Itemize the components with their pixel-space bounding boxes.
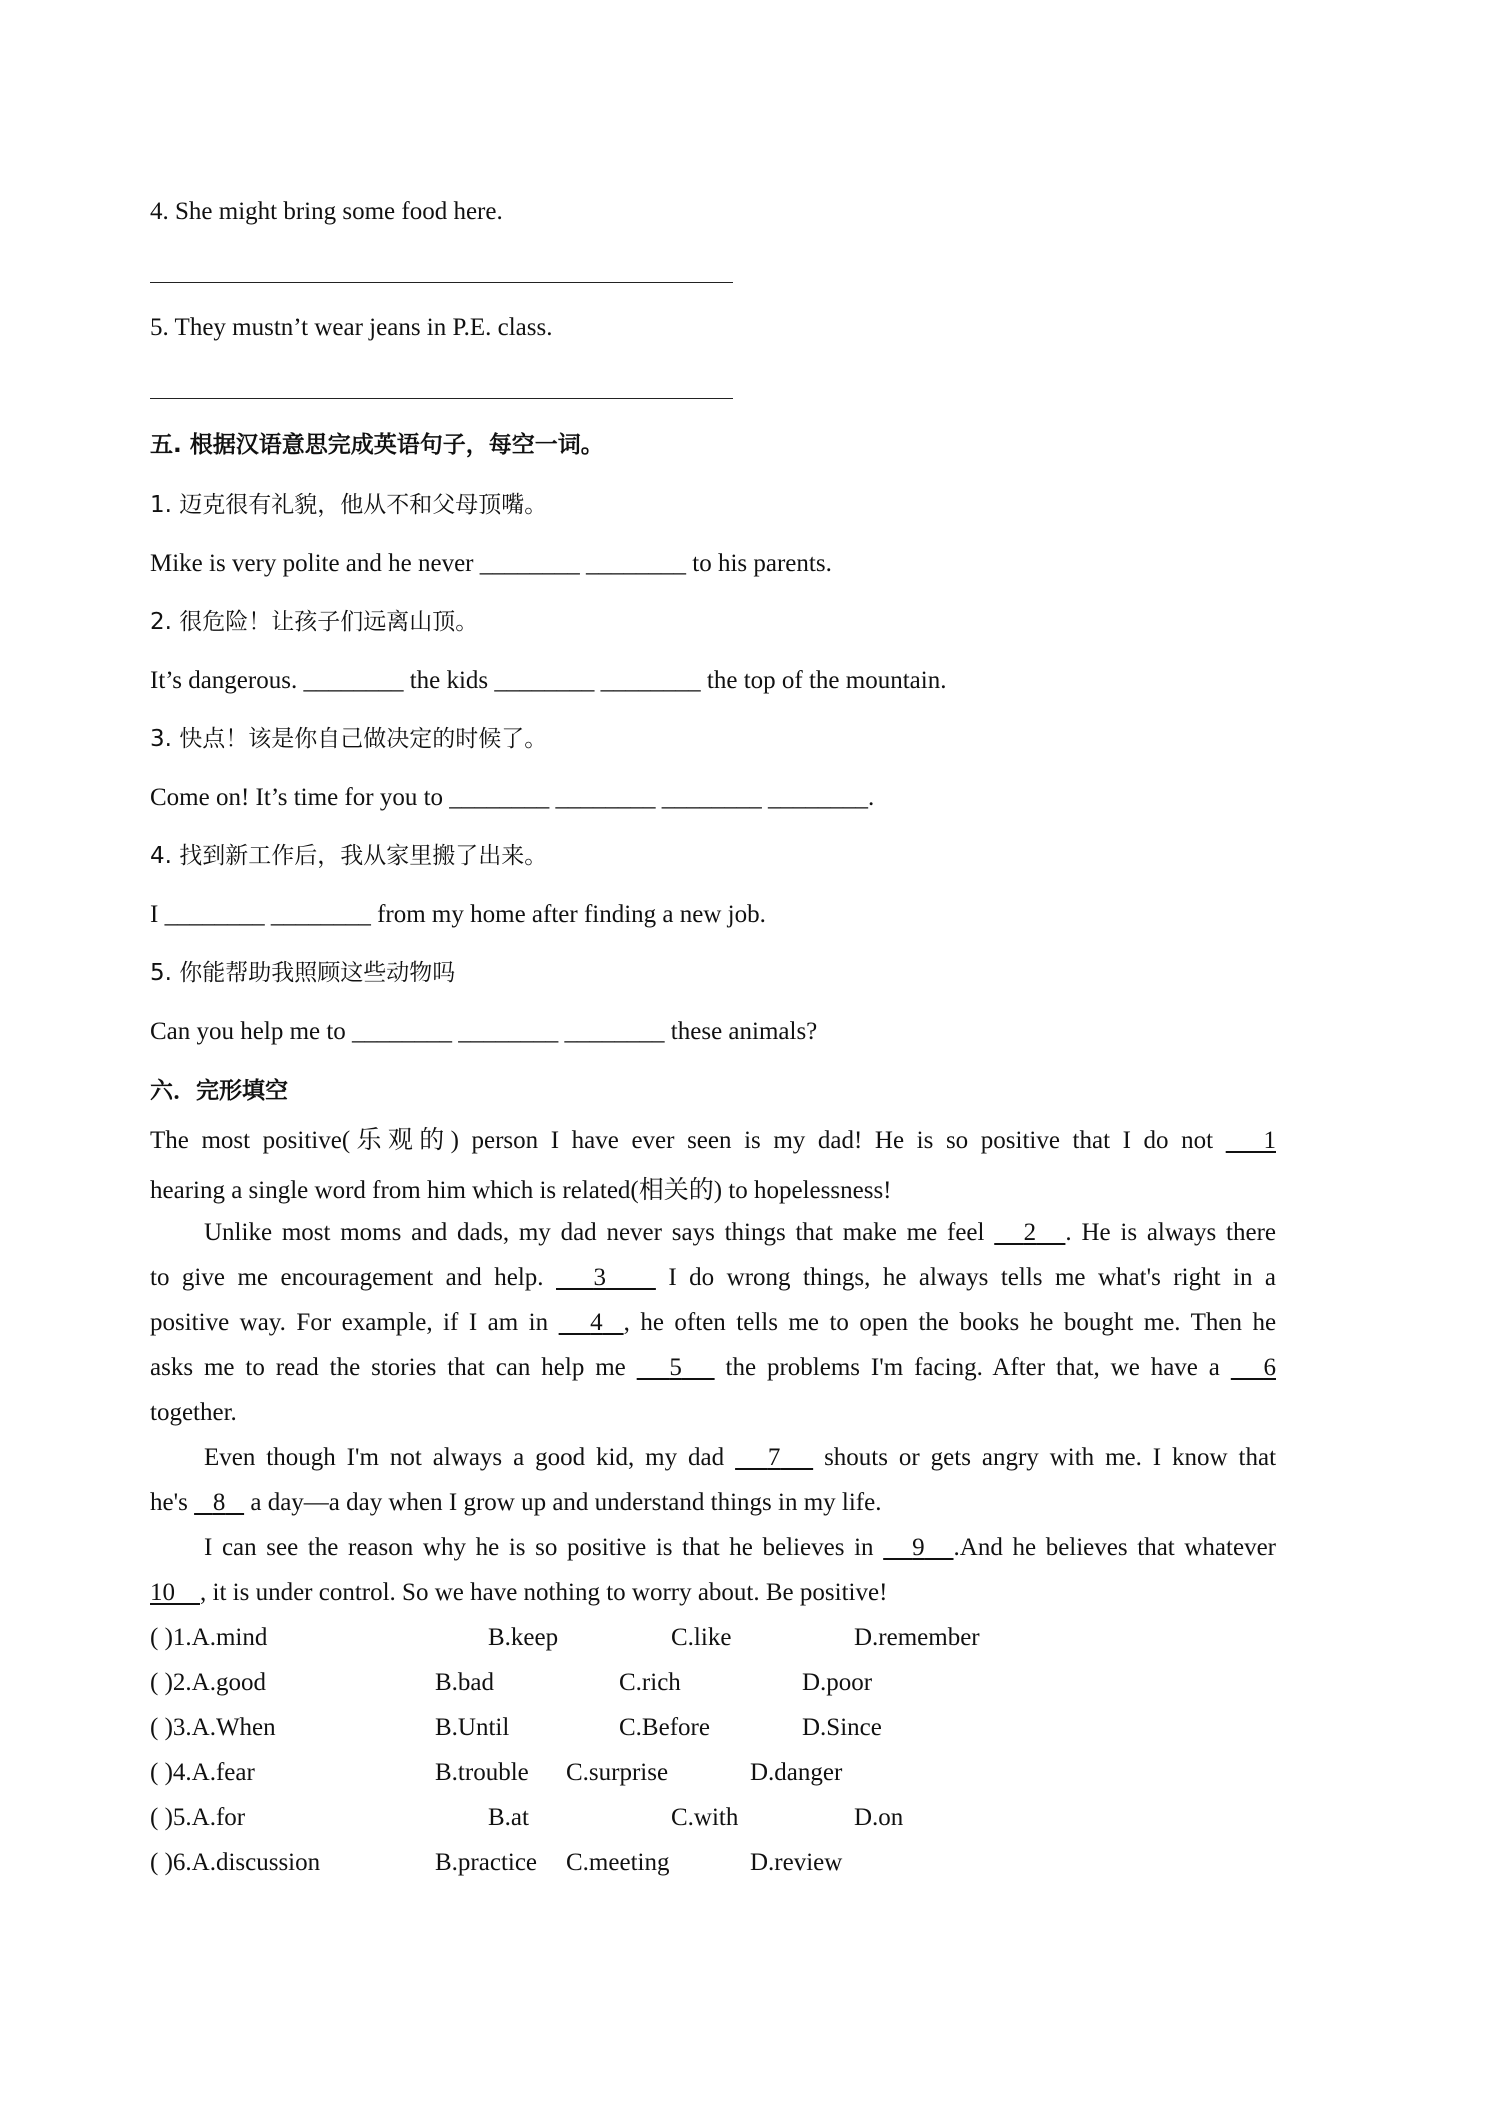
blank-9: 9 — [912, 1534, 925, 1561]
cloze-p2-line1: Unlike most moms and dads, my dad never says things that make me feel 2 . He is always there — [204, 1219, 1276, 1246]
s5-item-2-en: It’s dangerous. ________ the kids ________ ________ the top of the mountain. — [150, 667, 947, 694]
option-b[interactable]: B.Until — [435, 1714, 510, 1741]
answer-line-5[interactable] — [150, 398, 733, 399]
option-b[interactable]: B.trouble — [435, 1759, 529, 1786]
cloze-p2-line4: asks me to read the stories that can help me 5 the problems I'm facing. After that, we have a 6 — [150, 1354, 1277, 1381]
option-c[interactable]: C.surprise — [566, 1759, 669, 1786]
s4-item-4: 4. She might bring some food here. — [150, 198, 503, 225]
blank-6: 6 — [1263, 1354, 1277, 1381]
cloze-p3-line2: he's 8 a day—a day when I grow up and understand things in my life. — [150, 1489, 882, 1516]
option-c[interactable]: C.meeting — [566, 1849, 670, 1876]
blank-4: 4 — [590, 1309, 603, 1336]
option-b[interactable]: B.at — [488, 1804, 529, 1831]
cloze-p4-line1: I can see the reason why he is so positive is that he believes in 9 .And he believes that whatever — [204, 1534, 1276, 1561]
option-d[interactable]: D.remember — [854, 1624, 980, 1651]
s5-item-4-en: I ________ ________ from my home after finding a new job. — [150, 901, 766, 928]
option-c[interactable]: C.Before — [619, 1714, 710, 1741]
worksheet-page: 4. She might bring some food here. 5. They mustn’t wear jeans in P.E. class. 五. 根据汉语意思完成英语句子，每空一词。 1. 迈克很有礼貌，他从不和父母顶嘴。 Mike is very polite and he never ________ ________ to his parents. 2. 很危险！让孩子们远离山顶。 It’s dangerous. ________ the kids ________ ________ the top of the mountain. 3. 快点！该是你自己做决定的时候了。 Come on! It’s time for you to ________ ________ ________ ________. 4. 找到新工作后，我从家里搬了出来。 I ________ ________ from my home after finding a new job. 5. 你能帮助我照顾这些动物吗 Can you help me to ________ ________ ________ these animals? 六．完形填空 The most positive(乐观的) person I have ever seen is my dad! He is so positive that I do not 1 hearing a single word from him which is related(相关的) to hopelessness! Unlike most moms and dads, my dad never says things that make me feel 2 . He is always there to give me encouragement and help. 3 I do wrong things, he always tells me what's right in a positive way. For example, if I am in 4 , he often tells me to open the books he bought me. Then he asks me to read the stories that can help me 5 the problems I'm facing. After that, we have a 6 together. Even though I'm not always a good kid, my dad 7 shouts or gets angry with me. I know that he's 8 a day—a day when I grow up and understand things in my life. I can see the reason why he is so positive is that he believes in 9 .And he believes that whatever 10 , it is under control. So we have nothing to worry about. Be positive! ( )1.A.mind B.keep C.like D.remember ( )2.A.good B.bad C.rich D.poor ( )3.A.When B.Until C.Before D.Since ( )4.A.fear B.trouble C.surprise D.danger ( )5.A.for B.at C.with D.on ( )6.A.discussion B.practice C.meeting D.review — [150, 198, 1277, 1876]
option-d[interactable]: D.Since — [802, 1714, 882, 1741]
s5-item-2-zh: 2. 很危险！让孩子们远离山顶。 — [150, 609, 479, 635]
option-d[interactable]: D.review — [750, 1849, 843, 1876]
s5-item-1-zh: 1. 迈克很有礼貌，他从不和父母顶嘴。 — [150, 492, 548, 518]
option-c[interactable]: C.rich — [619, 1669, 681, 1696]
blank-3: 3 — [593, 1264, 606, 1291]
section5-heading: 五. 根据汉语意思完成英语句子，每空一词。 — [150, 432, 604, 458]
s5-item-3-en: Come on! It’s time for you to ________ ________ ________ ________. — [150, 784, 875, 811]
option-d[interactable]: D.on — [854, 1804, 904, 1831]
cloze-p1-line1: The most positive(乐观的) person I have ever seen is my dad! He is so positive that I do not 1 — [150, 1127, 1276, 1154]
s4-item-5: 5. They mustn’t wear jeans in P.E. class. — [150, 314, 553, 341]
blank-2: 2 — [1023, 1219, 1037, 1246]
option-c[interactable]: C.with — [671, 1804, 739, 1831]
cloze-p2-line5: together. — [150, 1399, 237, 1426]
blank-8: 8 — [212, 1489, 226, 1516]
option-d[interactable]: D.poor — [802, 1669, 873, 1696]
section6-heading: 六．完形填空 — [150, 1078, 288, 1104]
option-d[interactable]: D.danger — [750, 1759, 843, 1786]
s5-item-1-en: Mike is very polite and he never ________ ________ to his parents. — [150, 550, 832, 577]
option-c[interactable]: C.like — [671, 1624, 732, 1651]
blank-7: 7 — [767, 1444, 781, 1471]
option-b[interactable]: B.keep — [488, 1624, 559, 1651]
cloze-p2-line2: to give me encouragement and help. 3 I do wrong things, he always tells me what's right in a — [150, 1264, 1277, 1291]
s5-item-5-en: Can you help me to ________ ________ ________ these animals? — [150, 1018, 818, 1045]
cloze-p3-line1: Even though I'm not always a good kid, my dad 7 shouts or gets angry with me. I know that — [204, 1444, 1277, 1471]
blank-1: 1 — [1263, 1127, 1276, 1154]
blank-10: 10 — [150, 1579, 175, 1606]
answer-line-4[interactable] — [150, 282, 733, 283]
option-b[interactable]: B.bad — [435, 1669, 495, 1696]
s5-item-5-zh: 5. 你能帮助我照顾这些动物吗 — [150, 960, 456, 986]
option-b[interactable]: B.practice — [435, 1849, 538, 1876]
s5-item-3-zh: 3. 快点！该是你自己做决定的时候了。 — [150, 726, 548, 752]
cloze-p2-line3: positive way. For example, if I am in 4 , he often tells me to open the books he bought me. Then he — [150, 1309, 1277, 1336]
cloze-p4-line2: 10 , it is under control. So we have nothing to worry about. Be positive! — [150, 1579, 888, 1606]
blank-5: 5 — [669, 1354, 682, 1381]
s5-item-4-zh: 4. 找到新工作后，我从家里搬了出来。 — [150, 843, 548, 869]
cloze-p1-line2: hearing a single word from him which is related(相关的) to hopelessness! — [150, 1177, 892, 1204]
